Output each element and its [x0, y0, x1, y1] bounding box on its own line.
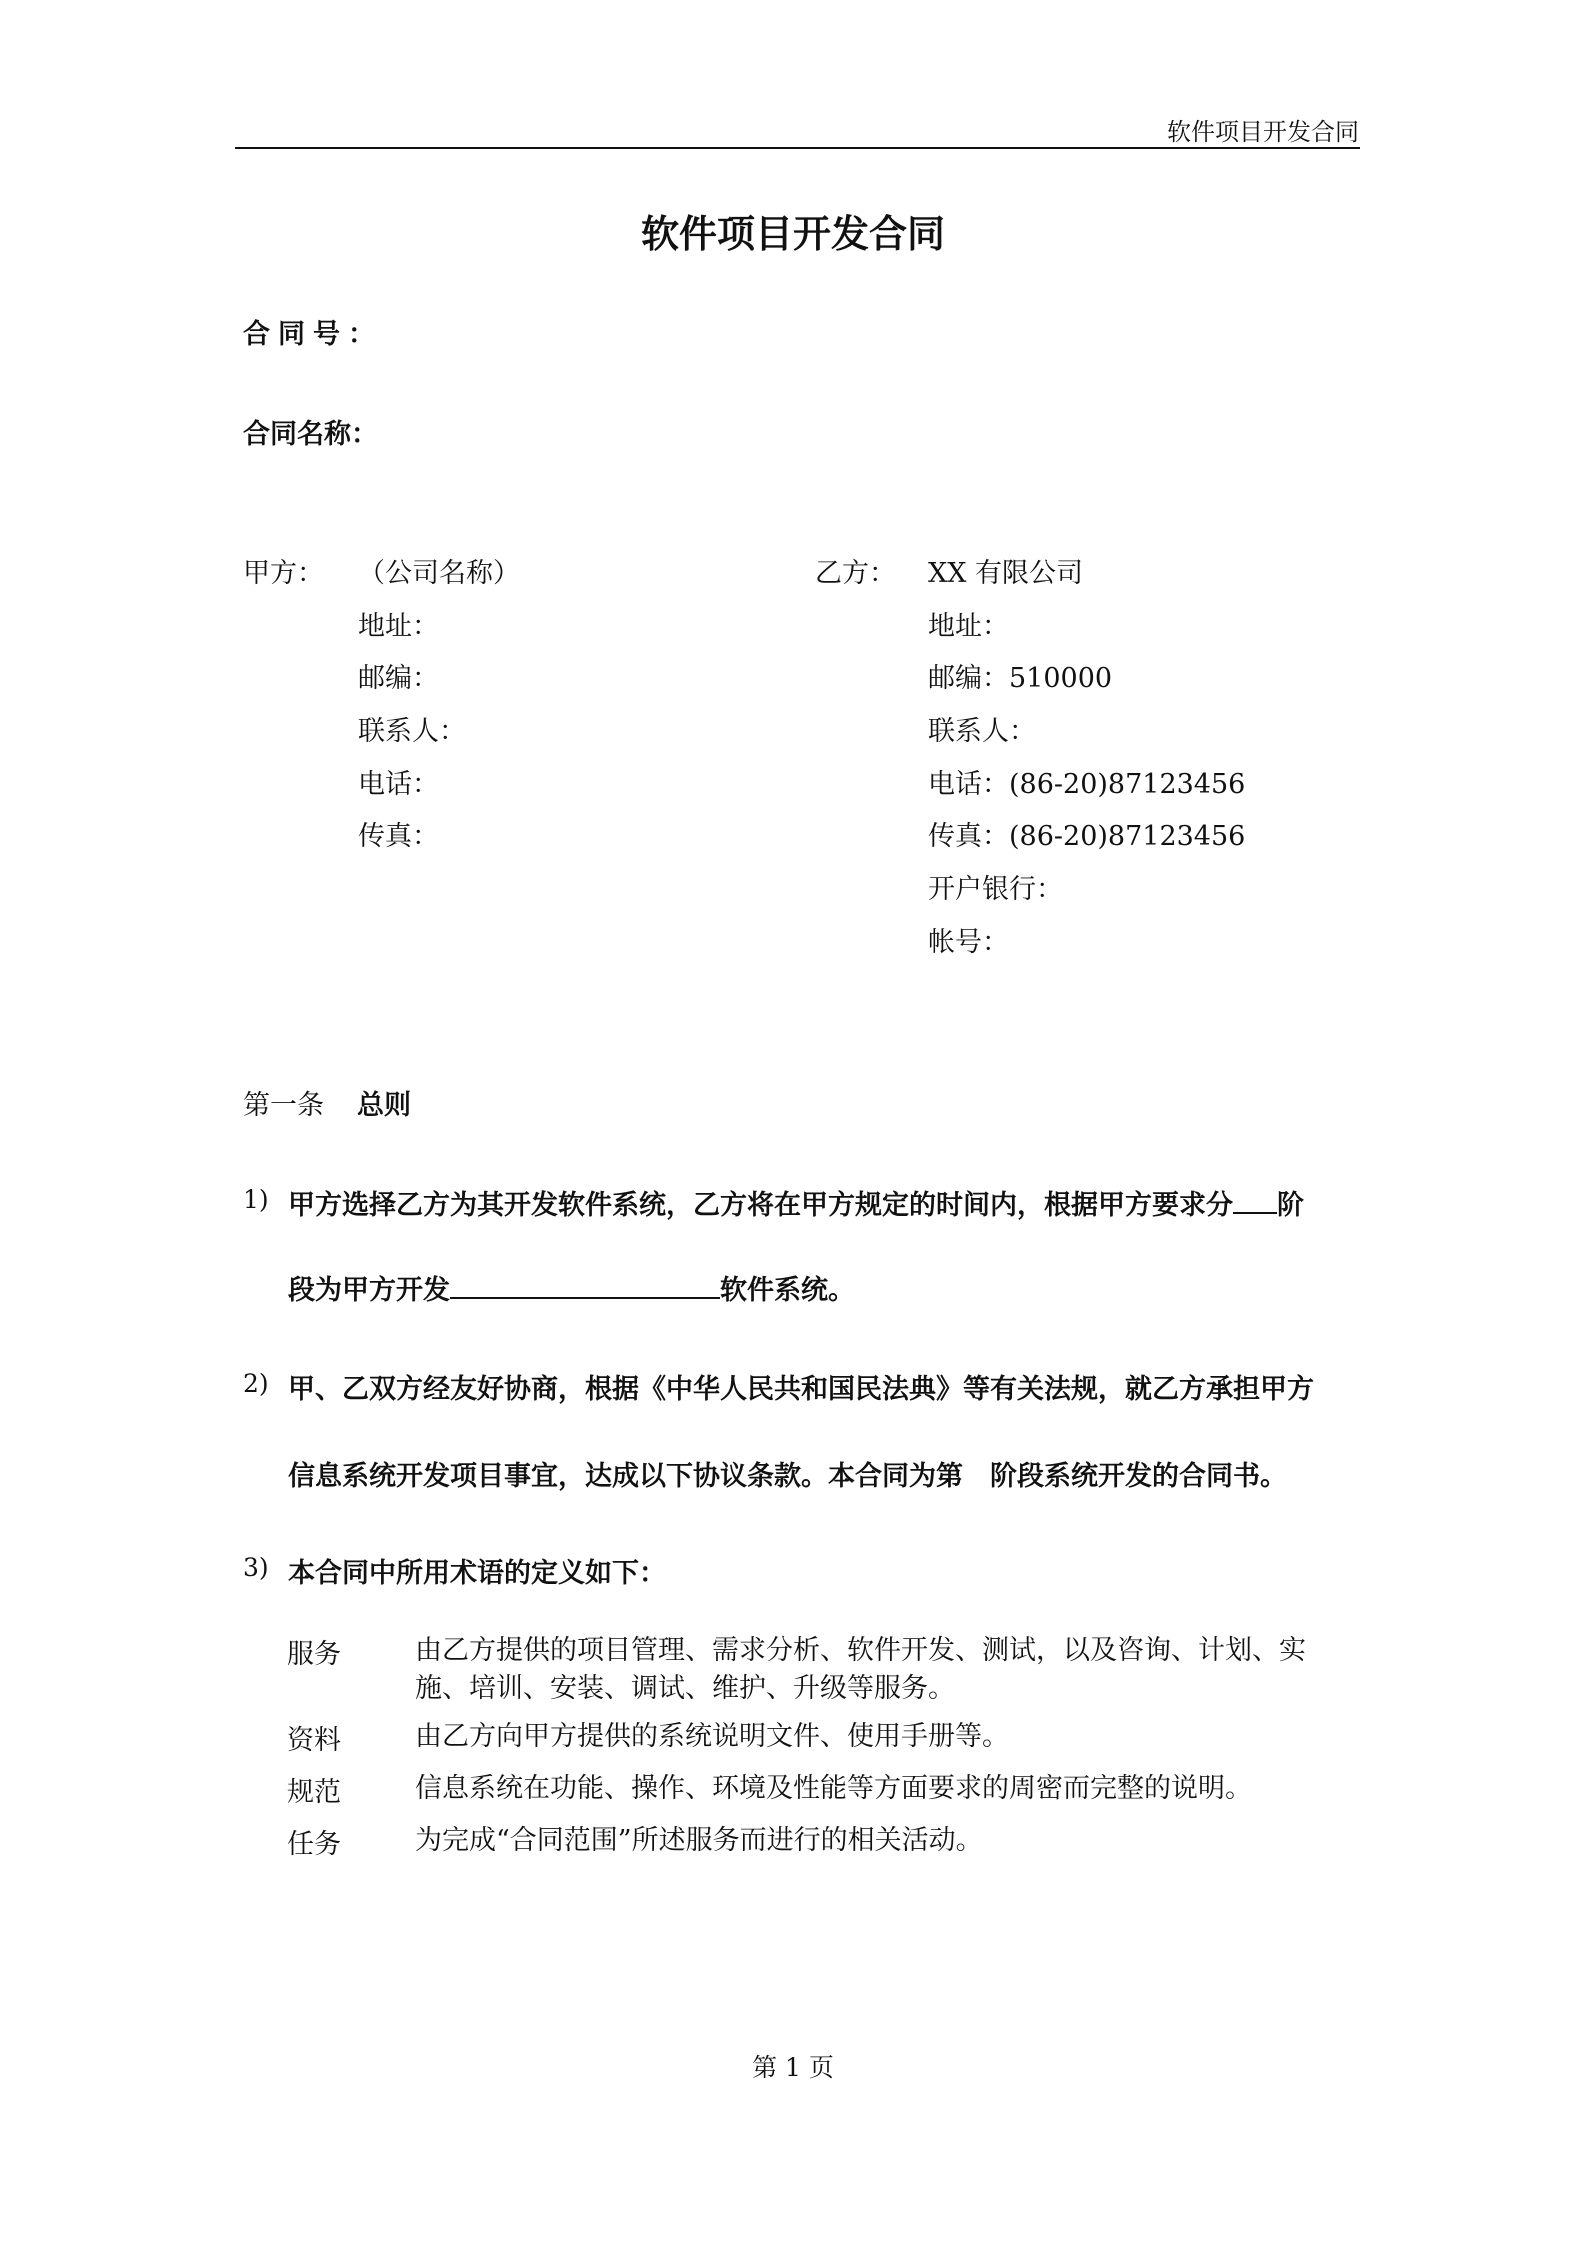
- party-a-fax: 传真：: [358, 821, 439, 852]
- party-a-contact: 联系人：: [358, 716, 466, 747]
- term-definition: 为完成“合同范围”所述服务而进行的相关活动。: [415, 1825, 983, 1856]
- item3-line1: 本合同中所用术语的定义如下：: [288, 1558, 666, 1589]
- party-b-name: XX 有限公司: [928, 558, 1084, 589]
- item1-line2-text: 段为甲方开发: [288, 1275, 450, 1306]
- item-number: 2): [243, 1369, 269, 1398]
- item-number: 1): [243, 1185, 269, 1214]
- header-rule: [235, 147, 1360, 149]
- party-a-label: 甲方：: [243, 558, 324, 589]
- page-number: 第 1 页: [752, 2053, 834, 2082]
- party-b-bank: 开户银行：: [928, 874, 1063, 905]
- article-title: 总则: [357, 1090, 411, 1121]
- item-number: 3): [243, 1553, 269, 1582]
- item2-line1: 甲、乙双方经友好协商，根据《中华人民共和国民法典》等有关法规，就乙方承担甲方: [288, 1374, 1314, 1405]
- party-a-postcode: 邮编：: [358, 663, 439, 694]
- term-label: 任务: [287, 1829, 341, 1860]
- term-label: 服务: [287, 1639, 341, 1670]
- article-label: 第一条: [243, 1090, 324, 1121]
- contract-number-label: 合同号：: [243, 319, 383, 350]
- contract-name-label: 合同名称：: [243, 419, 378, 450]
- party-b-label: 乙方：: [815, 558, 896, 589]
- party-b-fax: 传真：(86-20)87123456: [928, 821, 1246, 852]
- party-b-phone: 电话：(86-20)87123456: [928, 769, 1246, 800]
- term-definition: 施、培训、安装、调试、维护、升级等服务。: [415, 1673, 955, 1704]
- fill-in-blank: [1233, 1188, 1277, 1214]
- term-definition: 信息系统在功能、操作、环境及性能等方面要求的周密而完整的说明。: [415, 1773, 1252, 1804]
- item1-line2-end: 软件系统。: [720, 1275, 855, 1306]
- item1-line1: [288, 1183, 1304, 1222]
- item1-line2: [288, 1268, 855, 1307]
- party-b-contact: 联系人：: [928, 716, 1036, 747]
- item1-line1-text: 甲方选择乙方为其开发软件系统，乙方将在甲方规定的时间内，根据甲方要求分: [288, 1190, 1233, 1221]
- party-b-account: 帐号：: [928, 927, 1009, 958]
- term-definition: 由乙方提供的项目管理、需求分析、软件开发、测试，以及咨询、计划、实: [415, 1635, 1306, 1666]
- fill-in-blank: [450, 1273, 720, 1299]
- party-b-postcode: 邮编：510000: [928, 663, 1113, 694]
- party-a-address: 地址：: [358, 611, 439, 642]
- party-a-phone: 电话：: [358, 769, 439, 800]
- item1-line1-end: 阶: [1277, 1190, 1304, 1221]
- running-header: 软件项目开发合同: [1167, 118, 1359, 146]
- term-definition: 由乙方向甲方提供的系统说明文件、使用手册等。: [415, 1721, 1009, 1752]
- term-label: 资料: [287, 1725, 341, 1756]
- item2-line2: 信息系统开发项目事宜，达成以下协议条款。本合同为第 阶段系统开发的合同书。: [288, 1461, 1287, 1492]
- term-label: 规范: [287, 1777, 341, 1808]
- party-b-address: 地址：: [928, 611, 1009, 642]
- document-title: 软件项目开发合同: [640, 212, 945, 256]
- party-a-name: （公司名称）: [358, 558, 520, 589]
